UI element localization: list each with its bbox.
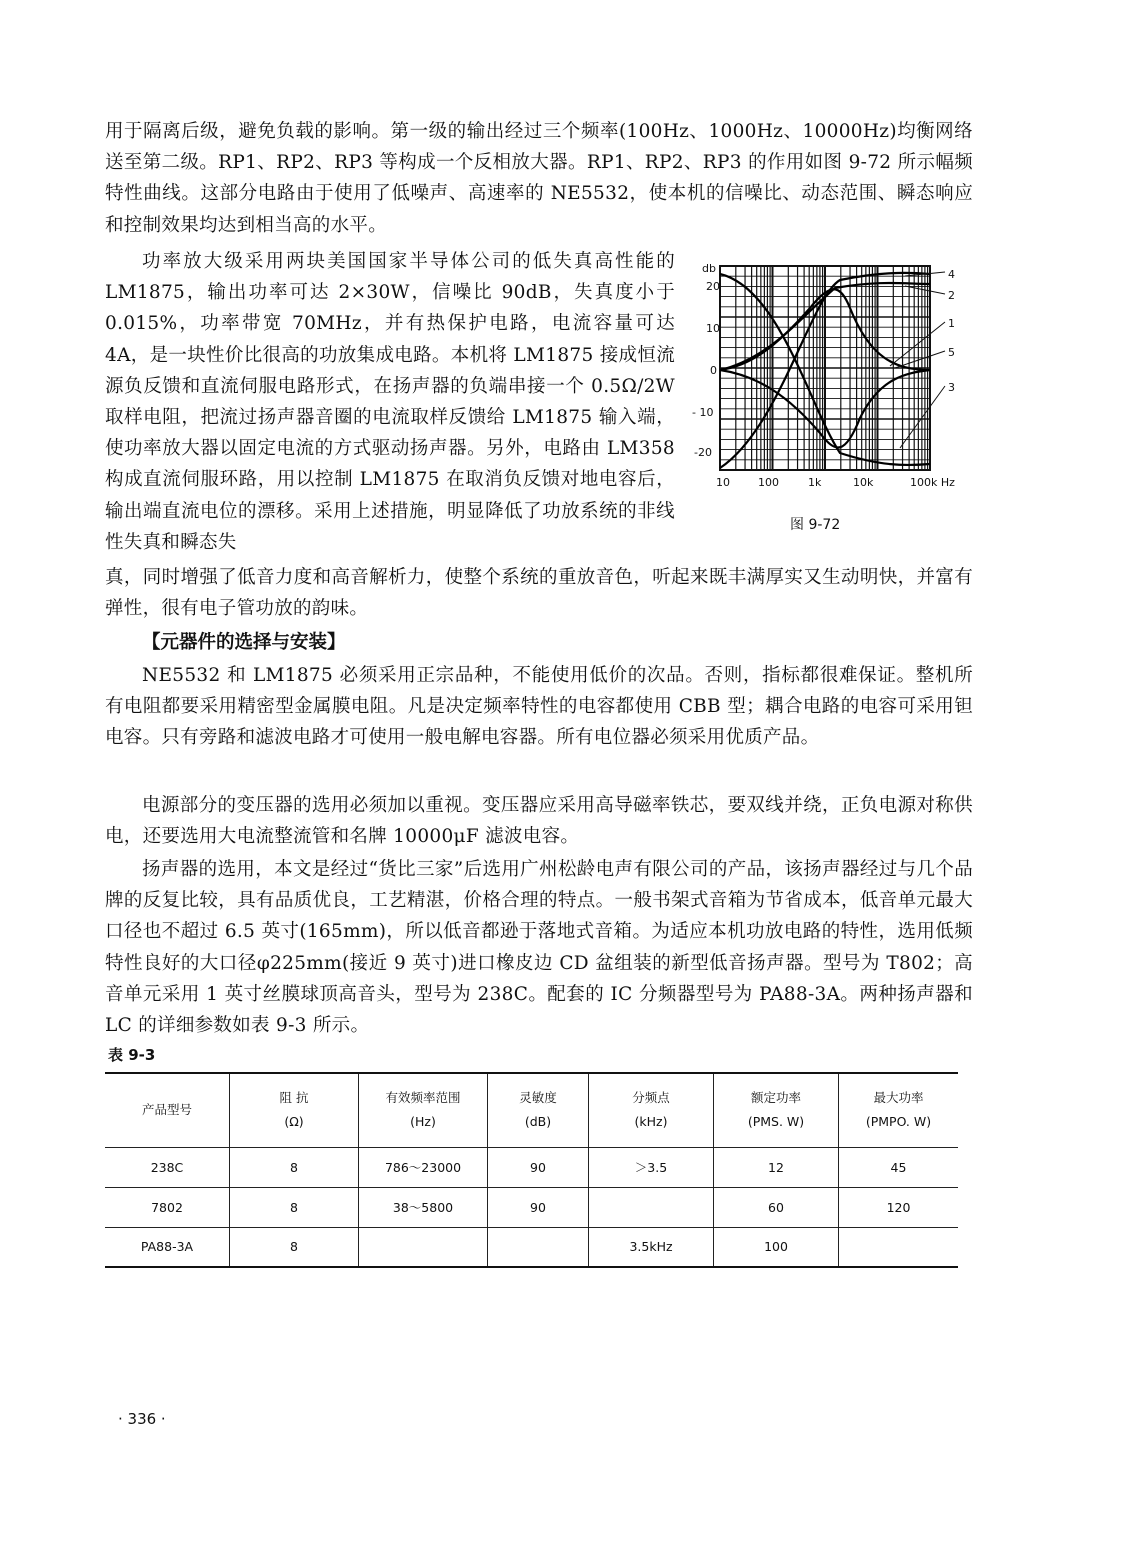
table-header-cell: 灵敏度 (dB) xyxy=(488,1073,589,1147)
table-cell: ＞3.5 xyxy=(589,1147,714,1187)
curve-label-2: 2 xyxy=(948,289,955,302)
x-tick-label: 100 xyxy=(758,476,779,489)
table-row xyxy=(105,1147,958,1187)
table-cell: 238C xyxy=(105,1147,230,1187)
table-cell: 7802 xyxy=(105,1187,230,1227)
table-cell: 8 xyxy=(230,1147,359,1187)
table-header-cell: 额定功率 (PMS. W) xyxy=(714,1073,839,1147)
table-cell: 90 xyxy=(488,1187,589,1227)
paragraph-3: NE5532 和 LM1875 必须采用正宗品种，不能使用低价的次品。否则，指标都很难保证。整机所有电阻都要采用精密型金属膜电阻。凡是决定频率特性的电容都使用 CBB 型；耦合电路的电容可采用钽电容。只有旁路和滤波电路才可使用一般电解电容器。所有电位器必须采用优质产品。 xyxy=(105,665,973,749)
frequency-response-chart xyxy=(690,258,965,508)
table-cell: 60 xyxy=(714,1187,839,1227)
table-cell: 45 xyxy=(839,1147,959,1187)
paragraph-2-part-2: 真，同时增强了低音力度和高音解析力，使整个系统的重放音色，听起来既丰满厚实又生动明快，并富有弹性，很有电子管功放的韵味。 xyxy=(105,567,973,620)
curve-leader-line xyxy=(900,386,945,448)
figure-9-72 xyxy=(690,258,965,548)
y-tick-label: 0 xyxy=(710,364,717,377)
y-tick-label: - 10 xyxy=(692,406,714,419)
table-cell: 100 xyxy=(714,1227,839,1267)
table-cell: 8 xyxy=(230,1187,359,1227)
spec-table xyxy=(105,1072,958,1268)
table-cell: 12 xyxy=(714,1147,839,1187)
table-label: 表 9-3 xyxy=(108,1046,156,1064)
y-axis-unit: db xyxy=(702,262,716,275)
table-cell: 3.5kHz xyxy=(589,1227,714,1267)
table-header-row xyxy=(105,1073,958,1147)
paragraph-5: 扬声器的选用，本文是经过“货比三家”后选用广州松龄电声有限公司的产品，该扬声器经过与几个品牌的反复比较，具有品质优良，工艺精湛，价格合理的特点。一般书架式音箱为节省成本，低音单元最大口径也不超过 6.5 英寸(165mm)，所以低音都逊于落地式音箱。为适应本机功放电路的特性，选用低频特性良好的大口径φ225mm(接近 9 英寸)进口橡皮边 CD 盆组装的新型低音扬声器。型号为 T802；高音单元采用 1 英寸丝膜球顶高音头，型号为 238C。配套的 IC 分频器型号为 PA88-3A。两种扬声器和 LC 的详细参数如表 9-3 所示。 xyxy=(105,859,973,1037)
section-heading: 【元器件的选择与安装】 xyxy=(142,632,346,653)
table-cell: 786～23000 xyxy=(359,1147,488,1187)
table-header-cell: 有效频率范围 (Hz) xyxy=(359,1073,488,1147)
paragraph-4: 电源部分的变压器的选用必须加以重视。变压器应采用高导磁率铁芯，要双线并绕，正负电源对称供电，还要选用大电流整流管和名牌 10000μF 滤波电容。 xyxy=(105,795,973,848)
paragraph-1: 用于隔离后级，避免负载的影响。第一级的输出经过三个频率(100Hz、1000Hz、10000Hz)均衡网络送至第二级。RP1、RP2、RP3 等构成一个反相放大器。RP1、RP2、RP3 的作用如图 9-72 所示幅频特性曲线。这部分电路由于使用了低噪声、高速率的 NE5532，使本机的信噪比、动态范围、瞬态响应和控制效果均达到相当高的水平。 xyxy=(105,121,973,236)
curve-label-1: 1 xyxy=(948,317,955,330)
table-cell: 90 xyxy=(488,1147,589,1187)
table-header-cell: 最大功率 (PMPO. W) xyxy=(839,1073,959,1147)
table-cell: 8 xyxy=(230,1227,359,1267)
curve-leader-line xyxy=(890,322,945,366)
table-cell: 38～5800 xyxy=(359,1187,488,1227)
y-tick-label: 10 xyxy=(706,322,720,335)
y-tick-label: -20 xyxy=(694,446,712,459)
x-tick-label: 1k xyxy=(808,476,822,489)
curve-label-4: 4 xyxy=(948,268,955,281)
table-cell xyxy=(488,1227,589,1267)
chart-curves xyxy=(720,272,945,468)
table-cell: 120 xyxy=(839,1187,959,1227)
y-tick-label: 20 xyxy=(706,280,720,293)
x-tick-label: 10k xyxy=(853,476,874,489)
paragraph-2-part-1: 功率放大级采用两块美国国家半导体公司的低失真高性能的 LM1875，输出功率可达 2×30W，信噪比 90dB，失真度小于 0.015%，功率带宽 70MHz，并有热保护电路，电流容量可达 4A，是一块性价比很高的功放集成电路。本机将 LM1875 接成恒流源负反馈和直流伺服电路形式，在扬声器的负端串接一个 0.5Ω/2W 取样电阻，把流过扬声器音圈的电流取样反馈给 LM1875 输入端，使功率放大器以固定电流的方式驱动扬声器。另外，电路由 LM358 构成直流伺服环路，用以控制 LM1875 在取消负反馈对地电容后，输出端直流电位的漂移。采用上述措施，明显降低了功放系统的非线性失真和瞬态失 xyxy=(105,251,675,553)
table-header-cell: 分频点 (kHz) xyxy=(589,1073,714,1147)
figure-caption: 图 9-72 xyxy=(790,517,841,533)
table-row xyxy=(105,1187,958,1227)
table-header-cell: 阻 抗 (Ω) xyxy=(230,1073,359,1147)
table-cell xyxy=(359,1227,488,1267)
table-cell xyxy=(839,1227,959,1267)
curve-label-3: 3 xyxy=(948,381,955,394)
page-number: · 336 · xyxy=(118,1410,166,1428)
x-tick-label: 100k Hz xyxy=(910,476,955,489)
table-cell xyxy=(589,1187,714,1227)
curve-label-5: 5 xyxy=(948,346,955,359)
x-tick-label: 10 xyxy=(716,476,730,489)
table-cell: PA88-3A xyxy=(105,1227,230,1267)
table-row xyxy=(105,1227,958,1267)
table-header-cell: 产品型号 xyxy=(105,1073,230,1147)
